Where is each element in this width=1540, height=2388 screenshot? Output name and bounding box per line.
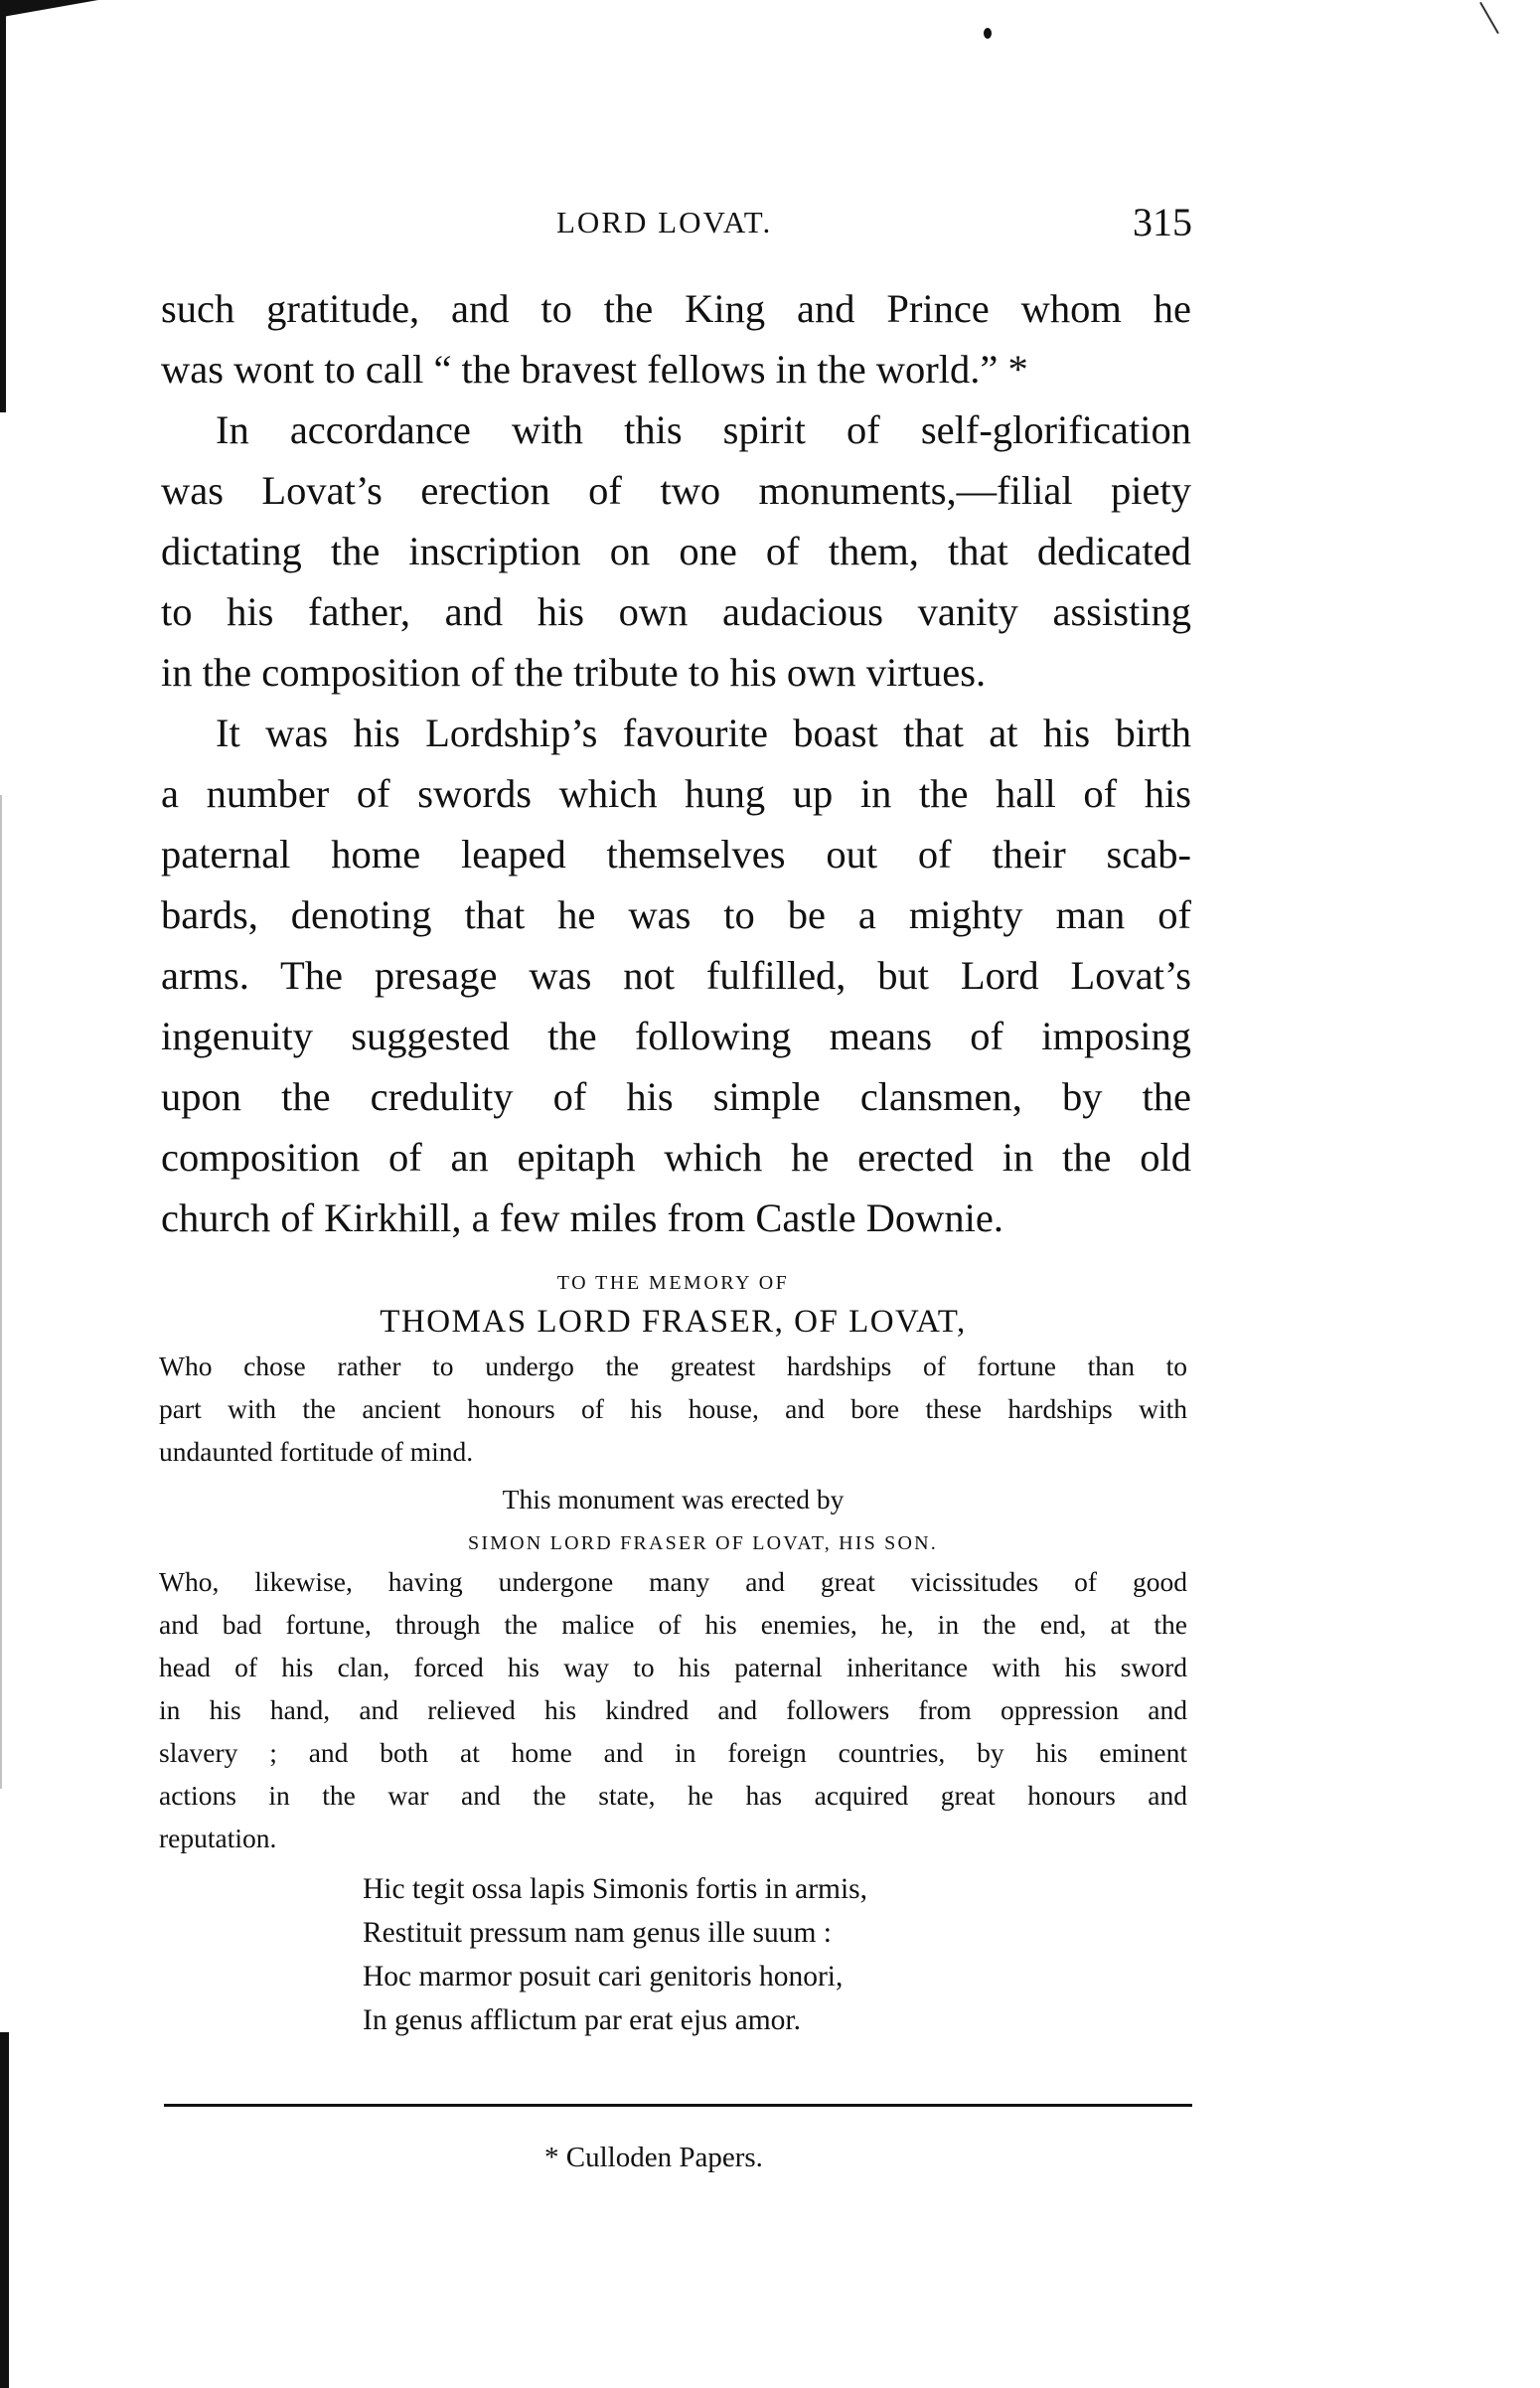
page-header <box>169 200 1192 254</box>
verse-line: Hic tegit ossa lapis Simonis fortis in armis, <box>363 1873 868 1905</box>
page-edge-faint <box>0 795 2 1789</box>
epitaph-erected-by: This monument was erected by <box>502 1484 845 1514</box>
epitaph-father-text <box>159 1345 1187 1473</box>
body-line: paternal home leaped themselves out of their scab- <box>161 832 1191 876</box>
body-line: bards, denoting that he was to be a mighty man of <box>161 892 1191 937</box>
epitaph-line: in his hand, and relieved his kindred and followers from oppression and <box>159 1694 1187 1725</box>
ink-speck <box>984 28 992 39</box>
epitaph-line: reputation. <box>159 1823 277 1853</box>
body-line: It was his Lordship’s favourite boast that at his birth <box>216 711 1191 755</box>
epitaph-line: and bad fortune, through the malice of his enemies, he, in the end, at the <box>159 1609 1187 1640</box>
epitaph-name: THOMAS LORD FRASER, OF LOVAT, <box>380 1304 967 1340</box>
epitaph-line: head of his clan, forced his way to his paternal inheritance with his sword <box>159 1652 1187 1682</box>
body-line: to his father, and his own audacious vanity assisting <box>161 589 1191 634</box>
body-line: church of Kirkhill, a few miles from Castle Downie. <box>161 1195 1004 1240</box>
page-edge-shadow-top <box>0 0 6 412</box>
page-corner-shadow <box>0 0 119 36</box>
epitaph-son-text <box>159 1560 1187 1859</box>
epitaph-dedication: TO THE MEMORY OF <box>556 1272 790 1294</box>
body-line: a number of swords which hung up in the hall of his <box>161 771 1191 816</box>
body-line: In accordance with this spirit of self-glorification <box>216 407 1191 452</box>
body-line: in the composition of the tribute to his own virtues. <box>161 650 987 695</box>
epitaph-line: actions in the war and the state, he has acquired great honours and <box>159 1780 1187 1811</box>
body-line: arms. The presage was not fulfilled, but Lord Lovat’s <box>161 953 1191 998</box>
epitaph <box>159 1267 1187 2042</box>
running-head: LORD LOVAT. <box>556 205 773 239</box>
body-line: was Lovat’s erection of two monuments,—filial piety <box>161 468 1191 513</box>
latin-verse <box>159 1867 1187 2042</box>
body-line: dictating the inscription on one of them, that dedicated <box>161 529 1191 573</box>
epitaph-son: SIMON LORD FRASER OF LOVAT, HIS SON. <box>468 1532 938 1554</box>
epitaph-line: slavery ; and both at home and in foreign countries, by his eminent <box>159 1737 1187 1768</box>
scan-corner-mark <box>1479 2 1499 34</box>
body-text <box>161 278 1191 1248</box>
verse-line: In genus afflictum par erat ejus amor. <box>363 2004 801 2036</box>
body-line: was wont to call “ the bravest fellows in the world.” * <box>161 347 1028 392</box>
epitaph-line: Who chose rather to undergo the greatest hardships of fortune than to <box>159 1351 1187 1381</box>
page-edge-shadow-bottom <box>0 2032 9 2388</box>
footnote-rule <box>164 2104 1192 2107</box>
footnote-text: * Culloden Papers. <box>544 2142 763 2173</box>
epitaph-line: part with the ancient honours of his house, and bore these hardships with <box>159 1393 1187 1424</box>
verse-line: Hoc marmor posuit cari genitoris honori, <box>363 1961 844 1992</box>
epitaph-line: Who, likewise, having undergone many and great vicissitudes of good <box>159 1566 1187 1597</box>
verse-line: Restituit pressum nam genus ille suum : <box>363 1917 832 1949</box>
page-number: 315 <box>1133 200 1192 244</box>
body-line: upon the credulity of his simple clansmen, by the <box>161 1074 1191 1119</box>
body-line: ingenuity suggested the following means of imposing <box>161 1014 1191 1058</box>
body-line: composition of an epitaph which he erected in the old <box>161 1135 1191 1180</box>
epitaph-line: undaunted fortitude of mind. <box>159 1436 474 1467</box>
body-line: such gratitude, and to the King and Prince whom he <box>161 286 1191 331</box>
